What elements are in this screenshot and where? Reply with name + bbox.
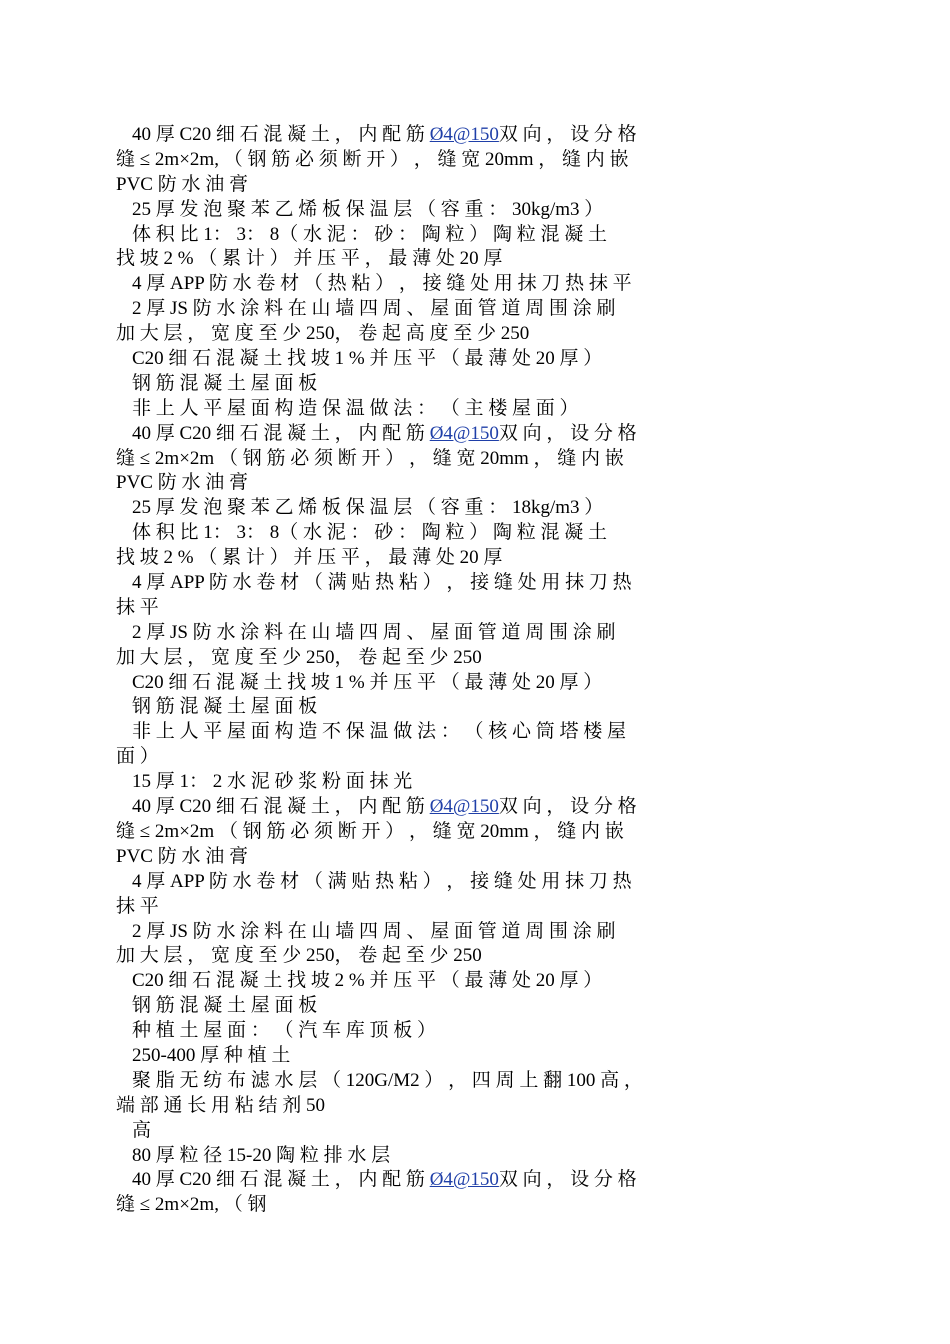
text-segment: 找 坡 2 % （ 累 计 ） 并 压 平 ， 最 薄 处 20 厚 bbox=[116, 547, 503, 569]
text-segment: 40 厚 C20 细 石 混 凝 土 ， 内 配 筋 bbox=[132, 422, 430, 444]
text-line bbox=[116, 148, 826, 173]
text-line bbox=[116, 845, 826, 870]
text-line bbox=[116, 173, 826, 198]
text-segment: 缝 ≤ 2m×2m （ 钢 筋 必 须 断 开 ） ， 缝 宽 20mm ， 缝 内 嵌 bbox=[116, 820, 624, 842]
text-segment: 聚 脂 无 纺 布 滤 水 层 （ 120G/M2 ） ， 四 周 上 翻 100 高 ， bbox=[132, 1069, 643, 1091]
text-segment: C20 细 石 混 凝 土 找 坡 2 % 并 压 平 （ 最 薄 处 20 厚 ） bbox=[132, 970, 603, 992]
text-line bbox=[116, 895, 826, 920]
text-line bbox=[116, 571, 826, 596]
text-segment: 25 厚 发 泡 聚 苯 乙 烯 板 保 温 层 （ 容 重 ： 30kg/m3 ） bbox=[132, 198, 604, 220]
text-segment: 缝 ≤ 2m×2m, （ 钢 bbox=[116, 1194, 267, 1216]
text-line bbox=[116, 123, 826, 148]
text-line bbox=[116, 297, 826, 322]
rebar-spec-link[interactable]: Ø4@150 bbox=[429, 422, 499, 444]
document-body bbox=[116, 123, 826, 1218]
text-segment: 双 向 ， 设 分 格 bbox=[498, 1169, 637, 1191]
text-segment: 高 bbox=[132, 1119, 152, 1141]
text-segment: 80 厚 粒 径 15-20 陶 粒 排 水 层 bbox=[132, 1144, 391, 1166]
rebar-spec-link[interactable]: Ø4@150 bbox=[429, 796, 499, 818]
text-line bbox=[116, 1119, 826, 1144]
text-line bbox=[116, 422, 826, 447]
text-segment: PVC 防 水 油 膏 bbox=[116, 472, 248, 494]
text-segment: 2 厚 JS 防 水 涂 料 在 山 墙 四 周 、 屋 面 管 道 周 围 涂 刷 bbox=[132, 621, 616, 643]
rebar-spec-link[interactable]: Ø4@150 bbox=[429, 1169, 499, 1191]
text-line bbox=[116, 1094, 826, 1119]
text-segment: 4 厚 APP 防 水 卷 材 （ 满 贴 热 粘 ） ， 接 缝 处 用 抹 刀 热 bbox=[132, 870, 632, 892]
text-line bbox=[116, 596, 826, 621]
text-line bbox=[116, 920, 826, 945]
text-line bbox=[116, 521, 826, 546]
text-line bbox=[116, 1019, 826, 1044]
text-line bbox=[116, 322, 826, 347]
text-segment: PVC 防 水 油 膏 bbox=[116, 173, 248, 195]
text-segment: 4 厚 APP 防 水 卷 材 （ 满 贴 热 粘 ） ， 接 缝 处 用 抹 刀 热 bbox=[132, 572, 632, 594]
text-segment: 钢 筋 混 凝 土 屋 面 板 bbox=[132, 995, 318, 1017]
text-segment: 种 植 土 屋 面 ： （ 汽 车 库 顶 板 ） bbox=[132, 1020, 437, 1042]
text-segment: 双 向 ， 设 分 格 bbox=[498, 422, 637, 444]
text-line bbox=[116, 969, 826, 994]
text-line bbox=[116, 770, 826, 795]
text-segment: 抹 平 bbox=[116, 596, 159, 618]
text-line bbox=[116, 372, 826, 397]
text-segment: 25 厚 发 泡 聚 苯 乙 烯 板 保 温 层 （ 容 重 ： 18kg/m3 ） bbox=[132, 497, 604, 519]
text-segment: 体 积 比 1： 3： 8（ 水 泥 ： 砂 ： 陶 粒 ） 陶 粒 混 凝 土 bbox=[132, 522, 608, 544]
text-line bbox=[116, 994, 826, 1019]
text-segment: 15 厚 1： 2 水 泥 砂 浆 粉 面 抹 光 bbox=[132, 771, 413, 793]
text-segment: 2 厚 JS 防 水 涂 料 在 山 墙 四 周 、 屋 面 管 道 周 围 涂 刷 bbox=[132, 920, 616, 942]
text-line bbox=[116, 795, 826, 820]
text-segment: 找 坡 2 % （ 累 计 ） 并 压 平 ， 最 薄 处 20 厚 bbox=[116, 248, 503, 270]
text-segment: 体 积 比 1： 3： 8（ 水 泥 ： 砂 ： 陶 粒 ） 陶 粒 混 凝 土 bbox=[132, 223, 608, 245]
text-segment: 缝 ≤ 2m×2m （ 钢 筋 必 须 断 开 ） ， 缝 宽 20mm ， 缝 内 嵌 bbox=[116, 447, 624, 469]
text-segment: 40 厚 C20 细 石 混 凝 土 ， 内 配 筋 bbox=[132, 124, 430, 145]
text-segment: 非 上 人 平 屋 面 构 造 保 温 做 法 ： （ 主 楼 屋 面 ） bbox=[132, 397, 579, 419]
text-segment: PVC 防 水 油 膏 bbox=[116, 845, 248, 867]
text-segment: 钢 筋 混 凝 土 屋 面 板 bbox=[132, 696, 318, 718]
text-segment: 双 向 ， 设 分 格 bbox=[498, 796, 637, 818]
text-line bbox=[116, 944, 826, 969]
text-line bbox=[116, 1193, 826, 1218]
text-line bbox=[116, 1168, 826, 1193]
text-line bbox=[116, 870, 826, 895]
text-segment: 加 大 层 ， 宽 度 至 少 250， 卷 起 至 少 250 bbox=[116, 945, 482, 967]
text-segment: 40 厚 C20 细 石 混 凝 土 ， 内 配 筋 bbox=[132, 1169, 430, 1191]
text-line bbox=[116, 496, 826, 521]
text-line bbox=[116, 247, 826, 272]
text-line bbox=[116, 198, 826, 223]
text-segment: 端 部 通 长 用 粘 结 剂 50 bbox=[116, 1094, 326, 1116]
text-segment: 抹 平 bbox=[116, 895, 159, 917]
text-segment: 4 厚 APP 防 水 卷 材 （ 热 粘 ） ， 接 缝 处 用 抹 刀 热 抹 平 bbox=[132, 273, 632, 295]
text-line bbox=[116, 720, 826, 745]
text-segment: 钢 筋 混 凝 土 屋 面 板 bbox=[132, 372, 318, 394]
text-line bbox=[116, 695, 826, 720]
text-segment: 双 向 ， 设 分 格 bbox=[498, 124, 637, 145]
text-segment: 缝 ≤ 2m×2m, （ 钢 筋 必 须 断 开 ） ， 缝 宽 20mm ， 缝 内 嵌 bbox=[116, 148, 629, 170]
text-segment: 非 上 人 平 屋 面 构 造 不 保 温 做 法 ： （ 核 心 筒 塔 楼 屋 bbox=[132, 721, 627, 743]
text-segment: 加 大 层 ， 宽 度 至 少 250， 卷 起 至 少 250 bbox=[116, 646, 482, 668]
text-line bbox=[116, 397, 826, 422]
text-line bbox=[116, 646, 826, 671]
text-line bbox=[116, 272, 826, 297]
text-segment: 加 大 层 ， 宽 度 至 少 250， 卷 起 高 度 至 少 250 bbox=[116, 323, 530, 345]
text-segment: 250-400 厚 种 植 土 bbox=[132, 1044, 291, 1066]
text-line bbox=[116, 621, 826, 646]
text-line bbox=[116, 1069, 826, 1094]
text-segment: 40 厚 C20 细 石 混 凝 土 ， 内 配 筋 bbox=[132, 796, 430, 818]
text-segment: 2 厚 JS 防 水 涂 料 在 山 墙 四 周 、 屋 面 管 道 周 围 涂 刷 bbox=[132, 298, 616, 320]
text-line bbox=[116, 1144, 826, 1169]
text-line bbox=[116, 745, 826, 770]
text-line bbox=[116, 546, 826, 571]
text-line bbox=[116, 223, 826, 248]
text-line bbox=[116, 471, 826, 496]
text-segment: C20 细 石 混 凝 土 找 坡 1 % 并 压 平 （ 最 薄 处 20 厚 ） bbox=[132, 348, 603, 370]
text-line bbox=[116, 671, 826, 696]
text-segment: 面 ） bbox=[116, 746, 159, 768]
text-line bbox=[116, 347, 826, 372]
text-line bbox=[116, 820, 826, 845]
text-line bbox=[116, 1044, 826, 1069]
rebar-spec-link[interactable]: Ø4@150 bbox=[429, 124, 499, 145]
text-segment: C20 细 石 混 凝 土 找 坡 1 % 并 压 平 （ 最 薄 处 20 厚 ） bbox=[132, 671, 603, 693]
text-line bbox=[116, 447, 826, 472]
